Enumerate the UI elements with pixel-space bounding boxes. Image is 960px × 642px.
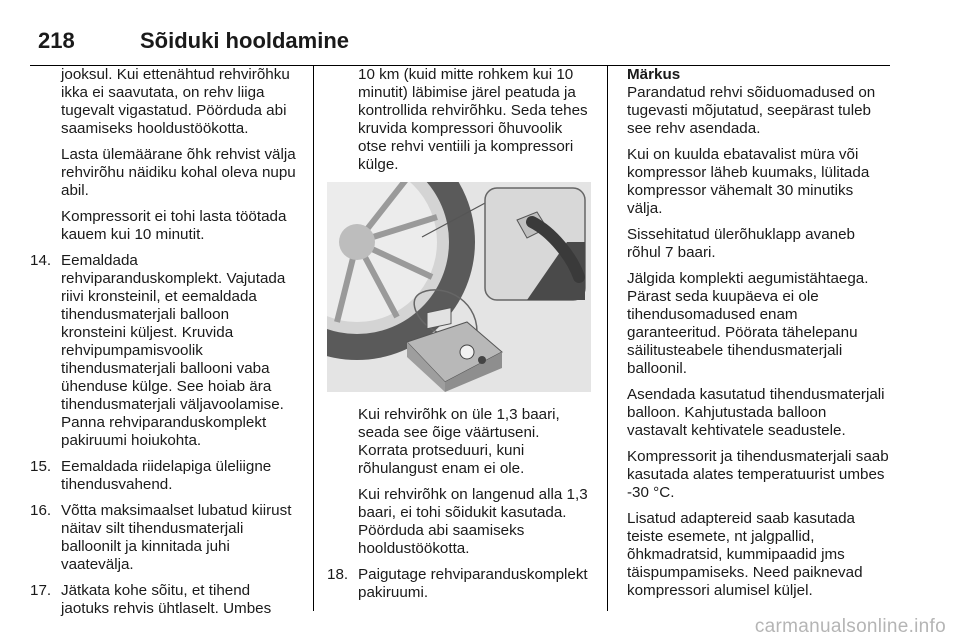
list-item-number: 16.	[30, 502, 52, 519]
list-item-number: 17.	[30, 582, 52, 599]
column-left	[30, 66, 298, 626]
list-item	[30, 252, 298, 450]
list-item	[30, 502, 298, 574]
paragraph: Kompressorit ei tohi lasta töötada kauem kui 10 minutit.	[61, 208, 287, 243]
section-title: Sõiduki hooldamine	[140, 28, 350, 53]
paragraph: 10 km (kuid mitte rohkem kui 10 minutit) läbimise järel peatuda ja kontrollida rehvirõhku. Seda tehes kruvida kompressori õhuvoolik otse rehvi ventiili ja kompressori külge.	[358, 66, 588, 173]
note-title: Märkus	[627, 66, 681, 83]
list-item	[30, 582, 298, 618]
page-number: 218	[38, 28, 75, 53]
paragraph: Asendada kasutatud tihendusmaterjali balloon. Kahjutustada balloon vastavalt kehtivatele seadustele.	[627, 386, 885, 439]
paragraph: Kui rehvirõhk on langenud alla 1,3 baari, ei tohi sõidukit kasutada. Pöörduda abi saamiseks hooldustöökotta.	[358, 486, 588, 557]
column-divider	[607, 66, 608, 611]
paragraph: Parandatud rehvi sõiduomadused on tugevasti mõjutatud, seepärast tuleb see rehv asendada.	[627, 84, 876, 137]
paragraph: jooksul. Kui ettenähtud rehvirõhku ikka ei saavutata, on rehv liiga tugevalt vigastatud. Pöörduda abi saamiseks hooldustöökotta.	[61, 66, 290, 137]
list-item-number: 14.	[30, 252, 52, 269]
illustration-svg	[327, 182, 591, 392]
column-right	[627, 66, 889, 608]
list-item-text: Paigutage rehviparanduskomplekt pakiruumi.	[358, 566, 588, 601]
list-item-text: Jätkata kohe sõitu, et tihend jaotuks rehvis ühtlaselt. Umbes	[61, 582, 272, 617]
list-item-number: 15.	[30, 458, 52, 475]
list-item	[30, 458, 298, 494]
list-item-number: 18.	[327, 566, 349, 583]
paragraph: Kompressorit ja tihendusmaterjali saab kasutada alates temperatuurist umbes -30 °C.	[627, 448, 889, 501]
paragraph: Lasta ülemäärane õhk rehvist välja rehvirõhu näidiku kohal oleva nupu abil.	[61, 146, 296, 199]
paragraph: Kui rehvirõhk on üle 1,3 baari, seada see õige väärtuseni. Korrata protseduuri, kuni rõhulangust enam ei ole.	[358, 406, 560, 477]
paragraph: Kui on kuulda ebatavalist müra või kompressor läheb kuumaks, lülitada kompressor vähemalt 30 minutiks välja.	[627, 146, 870, 217]
watermark: carmanualsonline.info	[754, 616, 946, 637]
compressor-illustration	[327, 182, 591, 392]
paragraph: Lisatud adaptereid saab kasutada teiste esemete, nt jalgpallid, õhkmadratsid, kummipaadid jms täispumpamiseks. Need paiknevad kompressori alumisel küljel.	[627, 510, 863, 599]
page-header	[30, 18, 890, 52]
list-item	[327, 566, 591, 602]
list-item-text: Eemaldada riidelapiga üleliigne tihendusvahend.	[61, 458, 272, 493]
column-middle	[327, 66, 591, 610]
list-item-text: Võtta maksimaalset lubatud kiirust näitav silt tihendusmaterjali balloonilt ja kinnitada juhi vaatevälja.	[61, 502, 292, 573]
list-item-text: Eemaldada rehviparanduskomplekt. Vajutada riivi kronsteinil, et eemaldada tihendusmaterjali balloon kronsteini küljest. Kruvida rehvipumpamisvoolik tihendusmaterjali ballooni vaba ühenduse külge. See hoiab ära tihendusmaterjali väljavoolamise. Panna rehviparanduskomplekt pakiruumi hoiukohta.	[61, 252, 286, 449]
column-divider	[313, 66, 314, 611]
paragraph: Sissehitatud ülerõhuklapp avaneb rõhul 7 baari.	[627, 226, 855, 261]
paragraph: Jälgida komplekti aegumistähtaega. Pärast seda kuupäeva ei ole tihendusomadused enam garanteeritud. Pöörata tähelepanu säilitusteabele tihendusmaterjali balloonil.	[627, 270, 869, 377]
